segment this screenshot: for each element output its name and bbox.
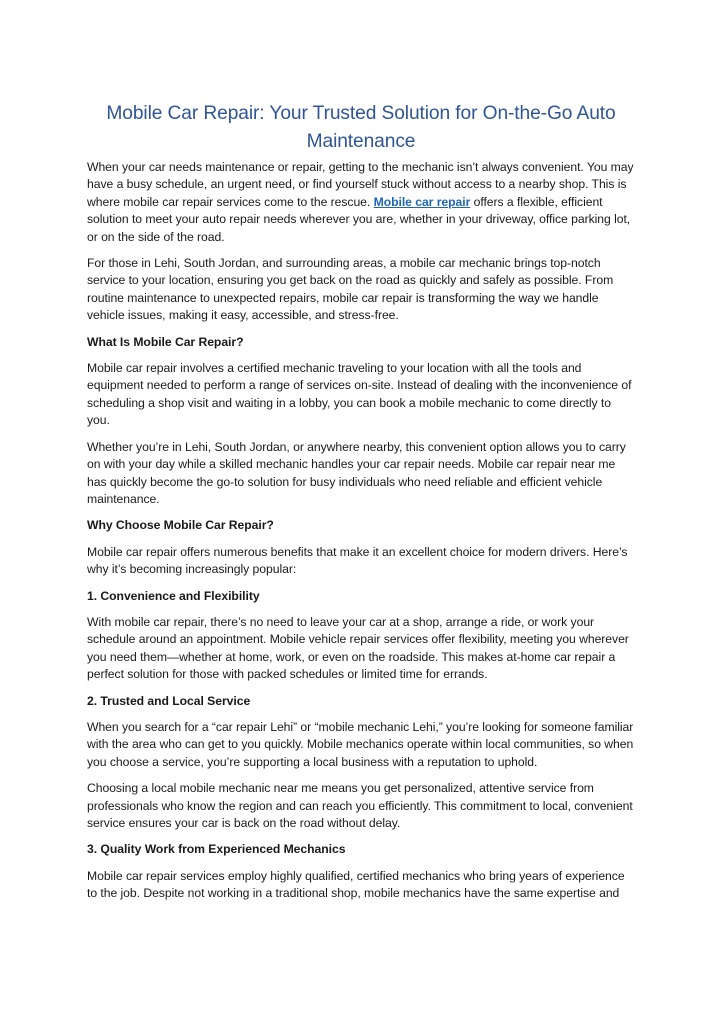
- paragraph-quality: Mobile car repair services employ highly qualified, certified mechanics who bring years of experience to the job. Despite not working in a traditional shop, mobile mechanics have the same expertise and: [87, 868, 625, 901]
- page-title: Mobile Car Repair: Your Trusted Solution for On-the-Go Auto Maintenance: [106, 103, 616, 152]
- heading-quality-work: 3. Quality Work from Experienced Mechanics: [87, 842, 346, 857]
- paragraph-service-area: For those in Lehi, South Jordan, and surrounding areas, a mobile car mechanic brings top-notch service to your location, ensuring you get back on the road as quickly and safely as possible. From routine maintenance to unexpected repairs, mobile car repair is transforming the way we handle vehicle issues, making it easy, accessible, and stress-free.: [87, 256, 614, 323]
- document-body: [87, 100, 635, 912]
- heading-why-choose: Why Choose Mobile Car Repair?: [87, 518, 274, 533]
- intro-text-after: offers a flexible, efficient solution to meet your auto repair needs wherever you are, whether in your driveway, office parking lot, or on the side of the road.: [87, 194, 631, 244]
- mobile-car-repair-link[interactable]: Mobile car repair: [373, 194, 471, 209]
- paragraph-definition: Mobile car repair involves a certified mechanic traveling to your location with all the tools and equipment needed to perform a range of services on-site. Instead of dealing with the inconvenience of scheduling a shop visit and waiting in a lobby, you can book a mobile mechanic to come directly to you.: [87, 361, 632, 428]
- paragraph-flexibility: With mobile car repair, there’s no need to leave your car at a shop, arrange a ride, or work your schedule around an appointment. Mobile vehicle repair services offer flexibility, meeting you wherever you need them—whether at home, work, or even on the roadside. This makes at-home car repair a perfect solution for those with packed schedules or limited time for errands.: [87, 614, 629, 682]
- intro-text-before: When your car needs maintenance or repair, getting to the mechanic isn’t always convenient. You may have a busy schedule, an urgent need, or find yourself stuck without access to a nearby shop. This is where mobile car repair services come to the rescue.: [87, 160, 634, 209]
- paragraph-benefits: Mobile car repair offers numerous benefits that make it an excellent choice for modern drivers. Here’s why it’s becoming increasingly popular:: [87, 544, 628, 577]
- heading-what-is: What Is Mobile Car Repair?: [87, 334, 244, 349]
- paragraph-local-mechanic: Choosing a local mobile mechanic near me means you get personalized, attentive service from professionals who know the region and can reach you efficiently. This commitment to local, convenient service ensures your car is back on the road without delay.: [87, 781, 633, 830]
- heading-convenience-flexibility: 1. Convenience and Flexibility: [87, 588, 260, 603]
- paragraph-local-search: When you search for a “car repair Lehi” or “mobile mechanic Lehi,” you’re looking for someone familiar with the area who can get to you quickly. Mobile mechanics operate within local communities, so when you choose a service, you’re supporting a local business with a reputation to uphold.: [87, 719, 634, 769]
- paragraph-convenience: Whether you’re in Lehi, South Jordan, or anywhere nearby, this convenient option allows you to carry on with your day while a skilled mechanic handles your car repair needs. Mobile car repair near me has quickly become the go-to solution for busy individuals who need reliable and efficient vehicle maintenance.: [87, 439, 626, 506]
- heading-trusted-local: 2. Trusted and Local Service: [87, 693, 251, 708]
- intro-paragraph: [87, 159, 635, 246]
